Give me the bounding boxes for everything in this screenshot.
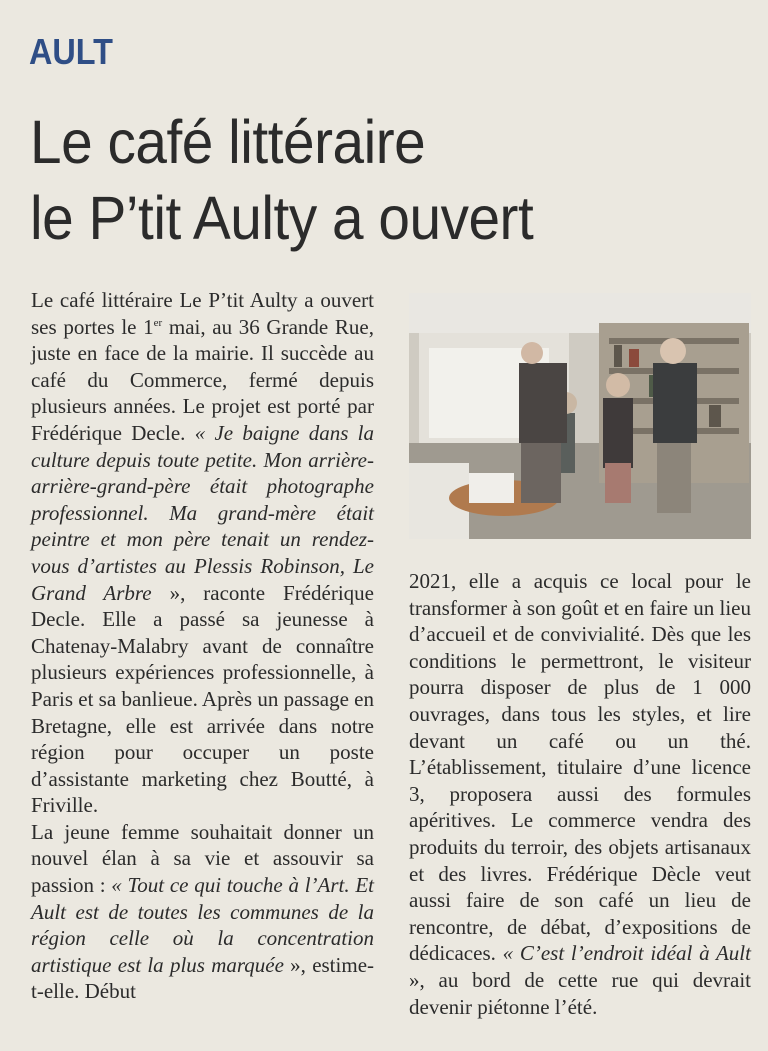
article-text: », au bord de cette rue qui devrait devenir piétonne l’été. (409, 967, 751, 1019)
article-paragraph-2-continued (409, 568, 751, 1020)
article-text: 2021, elle a acquis ce local pour le transformer à son goût et en faire un lieu d’accueil et de convivialité. Dès que les conditions le permettront, le visiteur pourra disposer de plus de 1 000 ouvrages, dans tous les styles, et lire devant un café ou un thé. L’établissement, titulaire d’une licence 3, proposera aussi des formules apéritives. Le commerce vendra des produits du terroir, des objets artisanaux et des livres. Frédérique Dècle veut aussi faire de son café un lieu de rencontre, de débat, d’expositions de dédicaces. (409, 569, 751, 966)
headline (30, 104, 750, 256)
article-quote: « Tout ce qui touche à l’Art. Et Ault est de toutes les communes de la région celle où la concentration artistique est la plus marquée (31, 873, 374, 977)
article-text: », raconte Frédérique Decle. Elle a passé sa jeunesse à Chatenay-Malabry avant de connaître plusieurs expériences professionnelle, à Paris et sa banlieue. Après un passage en Bretagne, elle est arrivée dans notre région pour occuper un poste d’assistante marketing chez Boutté, à Friville. (31, 580, 374, 818)
article-paragraph-2-start (31, 819, 374, 1005)
article-column-1 (31, 287, 374, 1005)
article-column-2 (409, 568, 751, 1020)
article-quote: « C’est l’endroit idéal à Ault (502, 941, 751, 966)
section-kicker: AULT (29, 31, 113, 72)
article-text: Le café littéraire Le P’tit Aulty a ouvert ses portes le 1 (31, 288, 374, 339)
ordinal-superscript: er (153, 316, 163, 329)
article-paragraph-1 (31, 287, 374, 819)
article-text: », estime-t-elle. Début (31, 952, 375, 1004)
article-text: La jeune femme souhaitait donner un nouvel élan à sa vie et assouvir sa passion : (31, 819, 374, 898)
cafe-interior-photo (409, 293, 751, 539)
article-quote: « Je baigne dans la culture depuis toute petite. Mon arrière-arrière-grand-père était photographe professionnel. Ma grand-mère était peintre et mon père tenait un rendez-vous d’artistes au Plessis Robinson, Le Grand Arbre (31, 420, 374, 605)
article-text: mai, au 36 Grande Rue, juste en face de la mairie. Il succède au café du Commerce, fermé depuis plusieurs années. Le projet est porté par Frédérique Decle. (31, 314, 374, 445)
headline-line-2: le P’tit Aulty a ouvert (30, 184, 534, 252)
headline-line-1: Le café littéraire (30, 108, 426, 176)
